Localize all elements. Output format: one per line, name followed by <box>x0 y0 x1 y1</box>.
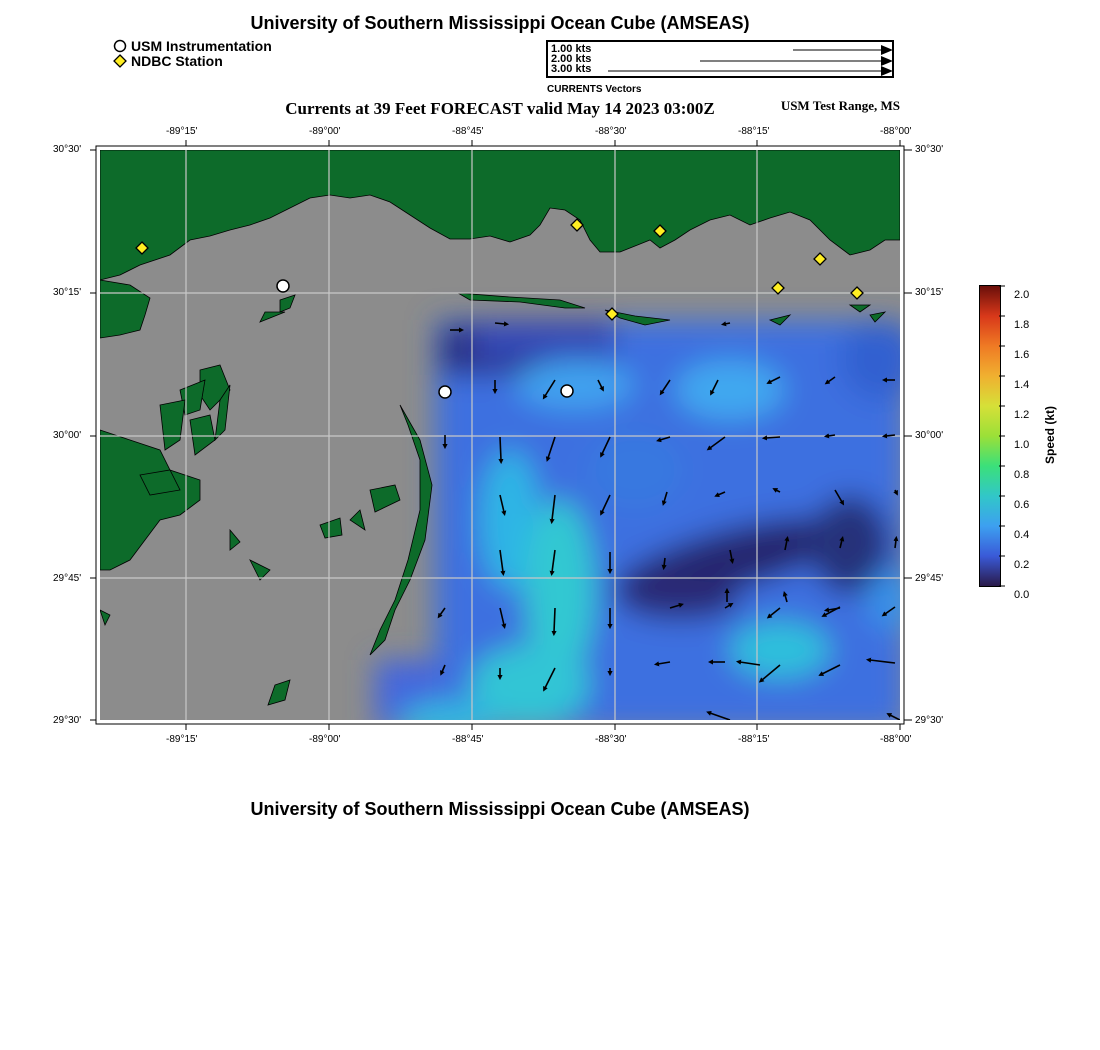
top-tick-5: -88°15' <box>738 126 770 137</box>
vector-scale-3: 3.00 kts <box>551 63 592 75</box>
vector-caption: CURRENTS Vectors <box>547 84 642 95</box>
usm-instrument[interactable] <box>561 385 573 397</box>
colorbar <box>979 285 1001 587</box>
left-tick-1: 30°30' <box>53 144 82 155</box>
top-tick-4: -88°30' <box>595 126 627 137</box>
top-tick-2: -89°00' <box>309 126 341 137</box>
usm-marker-icon <box>113 39 127 53</box>
colorbar-tick: 1.8 <box>1014 319 1030 331</box>
map-frame <box>90 140 912 730</box>
vector-scale-box <box>546 40 894 78</box>
map-area <box>100 150 912 730</box>
left-tick-3: 30°00' <box>53 430 82 441</box>
colorbar-tick: 0.4 <box>1014 529 1030 541</box>
right-tick-5: 29°30' <box>915 715 944 726</box>
colorbar-tick: 1.2 <box>1014 409 1030 421</box>
legend-usm-label: USM Instrumentation <box>131 38 272 54</box>
vector-scale-1: 1.00 kts <box>551 43 592 55</box>
ndbc-marker-icon <box>113 54 127 68</box>
right-tick-2: 30°15' <box>915 287 944 298</box>
legend-ndbc <box>113 53 223 69</box>
top-tick-1: -89°15' <box>166 126 198 137</box>
colorbar-tick: 1.6 <box>1014 349 1030 361</box>
top-tick-6: -88°00' <box>880 126 912 137</box>
usm-instrument[interactable] <box>439 386 451 398</box>
colorbar-ticks <box>1014 280 1029 610</box>
colorbar-tick: 1.0 <box>1014 439 1030 451</box>
legend-ndbc-label: NDBC Station <box>131 53 223 69</box>
colorbar-tickmarks <box>999 285 1007 587</box>
footer-title: University of Southern Mississippi Ocean Cube (AMSEAS) <box>250 799 750 819</box>
left-tick-4: 29°45' <box>53 573 82 584</box>
right-tick-3: 30°00' <box>915 430 944 441</box>
bottom-tick-1: -89°15' <box>166 734 198 745</box>
colorbar-tick: 0.2 <box>1014 559 1030 571</box>
legend-usm <box>113 38 272 54</box>
colorbar-tick: 0.8 <box>1014 469 1030 481</box>
vector-scale-arrows <box>548 42 892 76</box>
vector-scale-2: 2.00 kts <box>551 53 592 65</box>
colorbar-tick: 2.0 <box>1014 289 1030 301</box>
colorbar-tick: 1.4 <box>1014 379 1030 391</box>
colorbar-tick: 0.6 <box>1014 499 1030 511</box>
bottom-tick-4: -88°30' <box>595 734 627 745</box>
location-label: USM Test Range, MS <box>780 98 900 113</box>
usm-instrument[interactable] <box>277 280 289 292</box>
bottom-tick-3: -88°45' <box>452 734 484 745</box>
bottom-tick-5: -88°15' <box>738 734 770 745</box>
right-tick-1: 30°30' <box>915 144 944 155</box>
right-tick-4: 29°45' <box>915 573 944 584</box>
top-tick-3: -88°45' <box>452 126 484 137</box>
bottom-tick-6: -88°00' <box>880 734 912 745</box>
chart-subtitle: Currents at 39 Feet FORECAST valid May 14 2023 03:00Z <box>285 99 715 118</box>
left-tick-5: 29°30' <box>53 715 82 726</box>
left-tick-2: 30°15' <box>53 287 82 298</box>
bottom-tick-2: -89°00' <box>309 734 341 745</box>
colorbar-tick: 0.0 <box>1014 589 1030 601</box>
colorbar-label: Speed (kt) <box>1043 406 1057 465</box>
chart-title: University of Southern Mississippi Ocean Cube (AMSEAS) <box>250 13 750 33</box>
